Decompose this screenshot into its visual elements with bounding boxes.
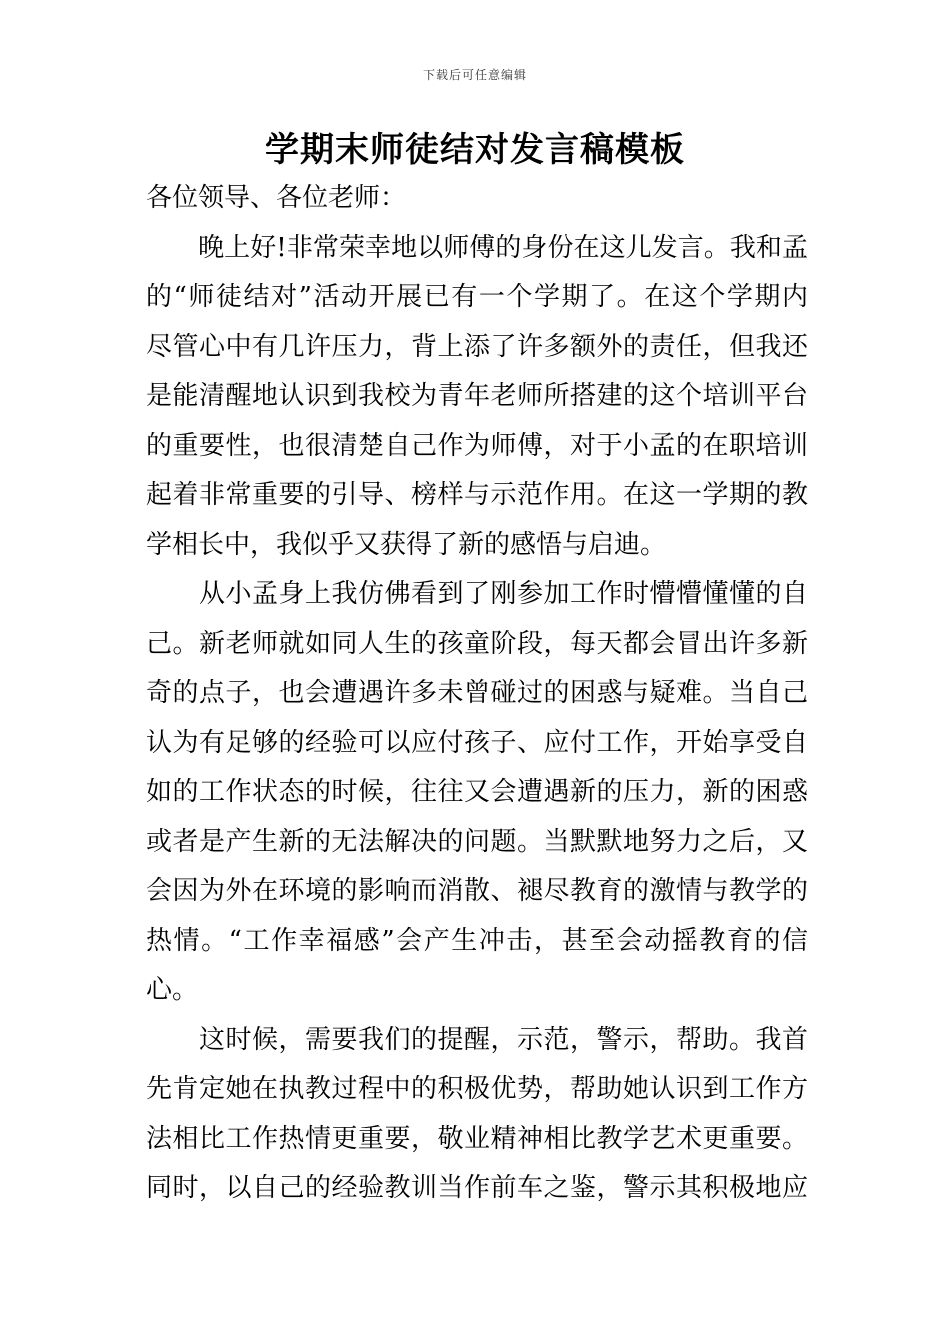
text-line: 学相长中，我似乎又获得了新的感悟与启迪。	[146, 529, 667, 560]
paragraph-2	[146, 570, 808, 1016]
paragraph-3	[146, 1016, 808, 1214]
text-line: 同时，以自己的经验教训当作前车之鉴，警示其积极地应	[146, 1173, 808, 1203]
salutation: 各位领导、各位老师：	[146, 183, 407, 213]
text-line: 的重要性，也很清楚自己作为师傅，对于小孟的在职培训	[146, 430, 808, 461]
text-line: 热情。“工作幸福感”会产生冲击，甚至会动摇教育的信	[146, 925, 808, 956]
document-title: 学期末师徒结对发言稿模板	[265, 130, 685, 170]
document-body	[146, 174, 808, 1214]
text-line: 心。	[146, 975, 199, 1005]
text-line: 己。新老师就如同人生的孩童阶段，每天都会冒出许多新	[146, 628, 808, 659]
text-line: 这时候，需要我们的提醒，示范，警示，帮助。我首	[146, 1024, 808, 1055]
text-line: 或者是产生新的无法解决的问题。当默默地努力之后，又	[146, 826, 808, 857]
text-line: 的“师徒结对”活动开展已有一个学期了。在这个学期内	[146, 282, 808, 312]
text-line: 法相比工作热情更重要，敬业精神相比教学艺术更重要。	[146, 1123, 808, 1154]
text-line: 如的工作状态的时候，往往又会遭遇新的压力，新的困惑	[146, 777, 808, 807]
text-line: 认为有足够的经验可以应付孩子、应付工作，开始享受自	[146, 727, 808, 758]
text-line: 奇的点子，也会遭遇许多未曾碰过的困惑与疑难。当自己	[146, 678, 808, 708]
text-line: 是能清醒地认识到我校为青年老师所搭建的这个培训平台	[146, 381, 808, 411]
text-line: 晚上好!非常荣幸地以师傅的身份在这儿发言。我和孟	[146, 232, 808, 263]
text-line: 先肯定她在执教过程中的积极优势，帮助她认识到工作方	[146, 1074, 808, 1104]
text-line: 会因为外在环境的影响而消散、褪尽教育的激情与教学的	[146, 876, 808, 906]
text-line: 从小孟身上我仿佛看到了刚参加工作时懵懵懂懂的自	[146, 579, 808, 609]
text-line: 起着非常重要的引导、榜样与示范作用。在这一学期的教	[146, 480, 808, 510]
header-note: 下载后可任意编辑	[422, 68, 527, 82]
text-line: 尽管心中有几许压力，背上添了许多额外的责任，但我还	[146, 331, 808, 362]
paragraph-1	[146, 224, 808, 571]
